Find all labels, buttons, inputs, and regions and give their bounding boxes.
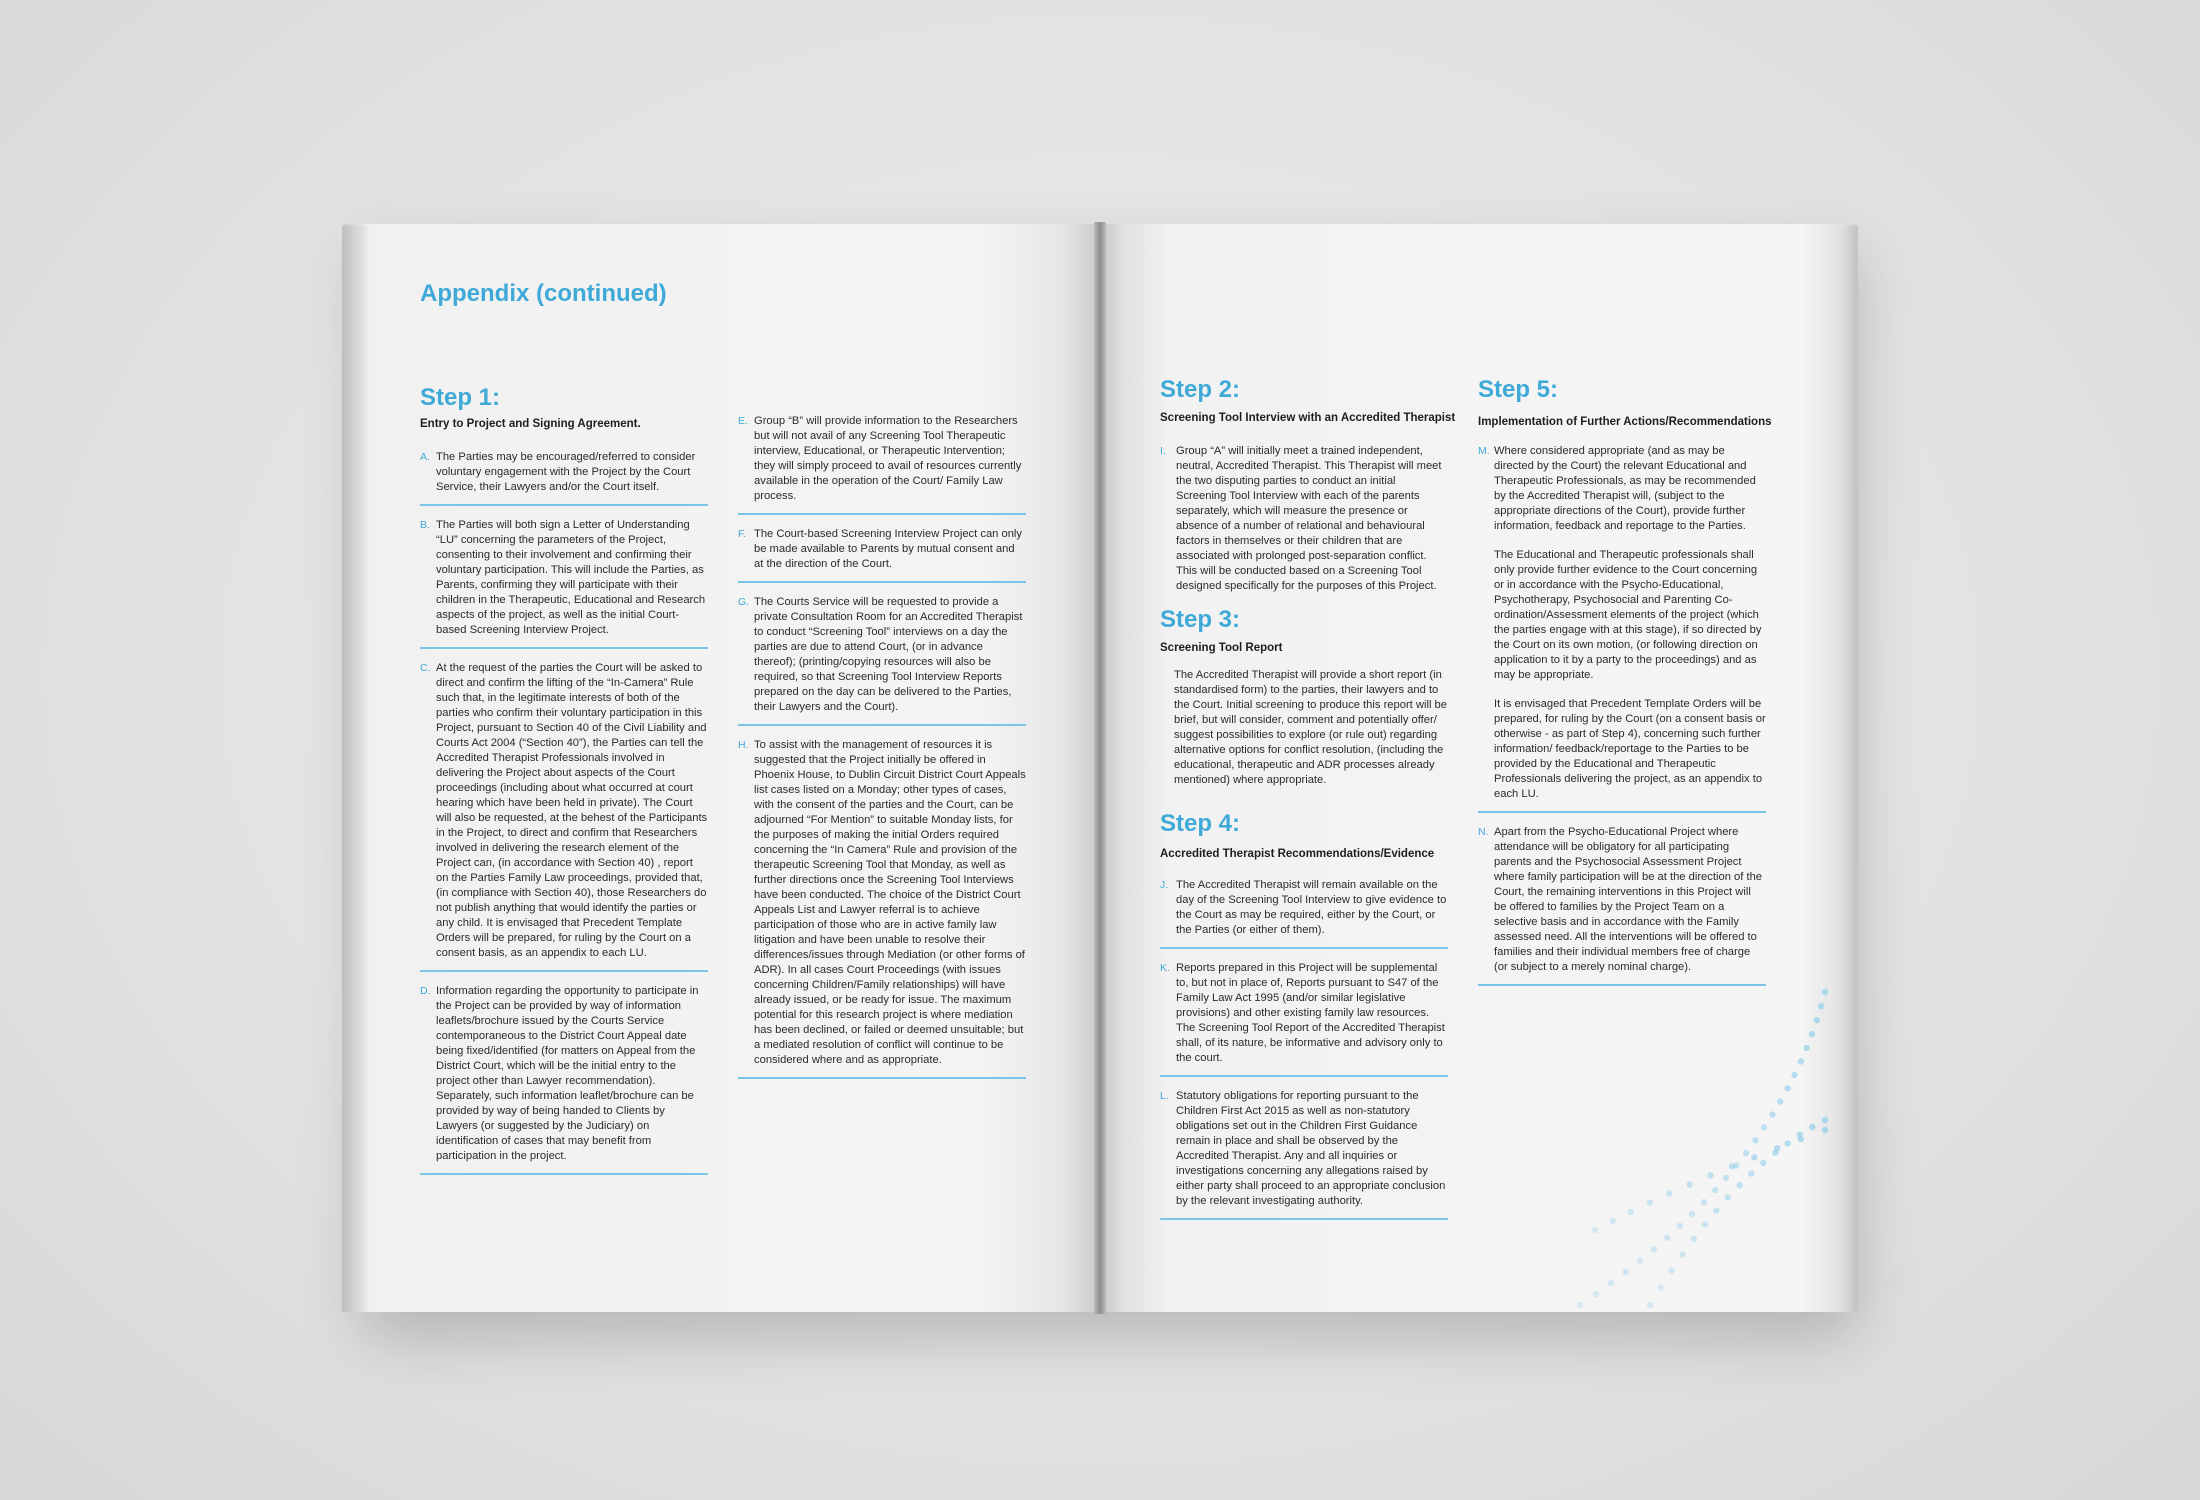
dot xyxy=(1701,1199,1707,1205)
dot xyxy=(1798,1136,1804,1142)
dot xyxy=(1751,1154,1757,1160)
list-item xyxy=(420,661,708,972)
dot xyxy=(1822,1127,1828,1133)
item-letter: G. xyxy=(738,596,750,608)
dot xyxy=(1707,1172,1713,1178)
step3-subtitle: Screening Tool Report xyxy=(1160,642,1283,654)
step3-column xyxy=(1160,668,1448,809)
item-paragraph: Apart from the Psycho-Educational Project where attendance will be obligatory for all participating parents and the Psychosocial Assessment Project where family participation will be at the direction of the Court, the remaining interventions in this Project will be offered to families by the Project Team on a selective basis and in accordance with the Family assessed need. All the interventions will be offered to families and their individual members free of charge (or subject to a merely nominal charge). xyxy=(1494,826,1763,973)
list-item xyxy=(420,984,708,1175)
dot xyxy=(1752,1137,1758,1143)
dot xyxy=(1809,1031,1815,1037)
dot xyxy=(1774,1145,1780,1151)
dot xyxy=(1809,1124,1815,1130)
list-item xyxy=(420,518,708,649)
step4-column xyxy=(1160,878,1448,1232)
step1-subtitle: Entry to Project and Signing Agreement. xyxy=(420,418,641,430)
item-letter: L. xyxy=(1160,1090,1169,1102)
dot xyxy=(1628,1209,1634,1215)
dot xyxy=(1791,1072,1797,1078)
item-text: Group “A” will initially meet a trained independent, neutral, Accredited Therapist. This Therapist will meet the two disputing parties to conduct an initial Screening Tool Interview with each of the parents separately, which will measure the presence or absence of a number of relational and behavioural factors in themselves or their children that are associated with prolonged post-separation conflict. This will be conducted based on a Screening Tool designed specifically for the purposes of this Project. xyxy=(1176,445,1442,592)
dot xyxy=(1592,1227,1598,1233)
dot xyxy=(1748,1170,1754,1176)
dot xyxy=(1814,1017,1820,1023)
list-item xyxy=(1160,444,1448,603)
item-text: The Parties may be encouraged/referred to consider voluntary engagement with the Project by the Court Service, their Lawyers and/or the Court itself. xyxy=(436,451,696,493)
dot xyxy=(1664,1235,1670,1241)
item-text: Group “B” will provide information to the Researchers but will not avail of any Screening Tool Therapeutic interview, Educational, or Therapeutic Intervention; they will simply proceed to avail of resources currently available in the operation of the Court/ Family Law process. xyxy=(754,415,1022,502)
step5-subtitle: Implementation of Further Actions/Recommendations xyxy=(1478,416,1772,428)
item-letter: M. xyxy=(1478,445,1490,457)
item-paragraph: Where considered appropriate (and as may be directed by the Court) the relevant Educational and Therapeutic Professionals, as may be recommended by the Accredited Therapist will, (subject to the appropriate directions of the Court), provide further information, feedback and reportage to the Parties. xyxy=(1494,445,1756,532)
item-text: The Accredited Therapist will remain available on the day of the Screening Tool Interview to give evidence to the Court as may be required, either by the Court, or the Parties (or either of them). xyxy=(1176,879,1447,936)
list-item xyxy=(1160,878,1448,949)
step1-title: Step 1: xyxy=(420,384,501,411)
list-item xyxy=(1160,1089,1448,1220)
dot xyxy=(1713,1207,1719,1213)
item-letter: F. xyxy=(738,528,747,540)
dot xyxy=(1729,1163,1735,1169)
dot xyxy=(1818,1003,1824,1009)
step2-subtitle: Screening Tool Interview with an Accredited Therapist xyxy=(1160,412,1456,424)
item-text: Statutory obligations for reporting pursuant to the Children First Act 2015 as well as non-statutory obligations set out in the Children First Guidance remain in place and shall be observed by the Accredited Therapist. Any and all inquiries or investigations concerning any allegations raised by either party shall proceed to an appropriate conclusion by the relevant investigating authority. xyxy=(1176,1090,1446,1207)
item-letter: B. xyxy=(420,519,430,531)
dot xyxy=(1822,1117,1828,1123)
item-letter: J. xyxy=(1160,879,1169,891)
item-letter: E. xyxy=(738,415,748,427)
step3-text: The Accredited Therapist will provide a short report (in standardised form) to the parties, their lawyers and to the Court. Initial screening to produce this report will be brief, but will consider, comment and potentially offer/ suggest possibilities to explore (or rule out) regarding alternative options for conflict resolution, (including the educational, therapeutic and ADR processes already mentioned) where appropriate. xyxy=(1174,669,1447,786)
step2-title: Step 2: xyxy=(1160,376,1241,403)
list-item xyxy=(738,595,1026,726)
list-item xyxy=(738,527,1026,583)
dot xyxy=(1679,1251,1685,1257)
item-text: Reports prepared in this Project will be supplemental to, but not in place of, Reports pursuant to S47 of the Family Law Act 1995 (and/or similar legislative provisions) and other existing family law resources. The Screening Tool Report of the Accredited Therapist shall, of its nature, be informative and advisory only to the court. xyxy=(1176,962,1445,1064)
dot xyxy=(1651,1246,1657,1252)
dot xyxy=(1608,1280,1614,1286)
page-heading: Appendix (continued) xyxy=(420,280,667,307)
dot xyxy=(1760,1160,1766,1166)
item-letter: D. xyxy=(420,985,431,997)
step4-title: Step 4: xyxy=(1160,810,1241,837)
item-paragraph: The Educational and Therapeutic professionals shall only provide further evidence to the Court concerning or in accordance with the Psycho-Educational, Psychotherapy, Psychosocial and Parenting Co-ordination/Assessment elements of the project (which the parties engage with at this stage), if so directed by the Court on its own motion, (or following direction on application to it by a party to the proceedings) and as may be appropriate. xyxy=(1494,549,1762,681)
dot xyxy=(1798,1058,1804,1064)
left-column-1 xyxy=(420,450,708,1187)
dot xyxy=(1691,1236,1697,1242)
dot xyxy=(1822,989,1828,995)
item-text: The Parties will both sign a Letter of Understanding “LU” concerning the parameters of the Project, consenting to their involvement and confirming their voluntary participation. This will include the Parties, as Parents, confirming they will participate with their children in the Therapeutic, Educational and Research aspects of the project, as well as the initial Court-based Screening Interview Project. xyxy=(436,519,706,636)
dot xyxy=(1677,1223,1683,1229)
item-text: To assist with the management of resources it is suggested that the Project initially be offered in Phoenix House, to Dublin Circuit District Court Appeals list cases listed on a Monday; other types of cases, with the consent of the parties and the Court, can be adjourned “For Mention” to suitable Monday lists, for the purposes of making the initial Orders required concerning the “In Camera” Rule and provision of the therapeutic Screening Tool that Monday, as well as further directions once the Screening Tool Interviews have been conducted. The choice of the District Court Appeals List and Lawyer referral is to achieve participation of those who are in active family law litigation and have been unable to resolve their differences/issues through Mediation (or other forms of ADR). In all cases Court Proceedings (with issues concerning Children/Family relationships) will have already issued, or be ready for issue. The maximum potential for this research project is where mediation has been declined, or failed or deemed unsuitable; but a mediated resolution of conflict will continue to be considered where and as appropriate. xyxy=(754,739,1026,1066)
item-text: Information regarding the opportunity to participate in the Project can be provided by way of information leaflets/brochure issued by the Courts Service contemporaneous to the District Court Appeal date being fixed/identified (for matters on Appeal from the District Court, which will be the initial entry to the project other than Lawyer recommendation). Separately, such information leaflet/brochure can be provided by way of being handed to Clients by Lawyers (or suggested by the Judiciary) on identification of cases that may benefit from participation in the project. xyxy=(436,985,699,1162)
item-letter: A. xyxy=(420,451,430,463)
dot xyxy=(1689,1211,1695,1217)
step3-title: Step 3: xyxy=(1160,606,1241,633)
list-item xyxy=(1478,825,1766,986)
left-column-2 xyxy=(738,414,1026,1091)
dot xyxy=(1647,1200,1653,1206)
dot xyxy=(1637,1258,1643,1264)
dot xyxy=(1593,1291,1599,1297)
dot xyxy=(1723,1175,1729,1181)
dot xyxy=(1647,1302,1653,1308)
dot xyxy=(1686,1181,1692,1187)
dot xyxy=(1623,1269,1629,1275)
step5-title: Step 5: xyxy=(1478,376,1559,403)
item-paragraph: It is envisaged that Precedent Template Orders will be prepared, for ruling by the Court (on a consent basis or otherwise - as part of Step 4), concerning such further information/ feedback/reportage to the Parties to be provided by the Educational and Therapeutic Professionals delivering the project, as an appendix to each LU. xyxy=(1494,698,1766,800)
list-item xyxy=(738,414,1026,515)
dot xyxy=(1577,1302,1583,1308)
dot xyxy=(1712,1187,1718,1193)
dot xyxy=(1668,1267,1674,1273)
decorative-dots xyxy=(1480,980,1840,1310)
dot xyxy=(1658,1284,1664,1290)
dot xyxy=(1784,1140,1790,1146)
dot xyxy=(1769,1111,1775,1117)
dot xyxy=(1609,1218,1615,1224)
item-letter: H. xyxy=(738,739,749,751)
step5-column xyxy=(1478,444,1766,998)
dot xyxy=(1761,1124,1767,1130)
dot xyxy=(1666,1190,1672,1196)
list-item xyxy=(1478,444,1766,813)
list-item xyxy=(1160,961,1448,1077)
item-letter: N. xyxy=(1478,826,1489,838)
item-letter: K. xyxy=(1160,962,1170,974)
item-letter: C. xyxy=(420,662,431,674)
item-text: The Court-based Screening Interview Project can only be made available to Parents by mutual consent and at the direction of the Court. xyxy=(754,528,1023,570)
dot xyxy=(1777,1098,1783,1104)
item-text: The Courts Service will be requested to provide a private Consultation Room for an Accredited Therapist to conduct “Screening Tool” interviews on a day the parties are due to attend Court, (or in advance thereof); (printing/copying resources will also be required, so that Screening Tool Interview Reports prepared on the day can be delivered to the Parties, their Lawyers and the Court). xyxy=(754,596,1023,713)
step2-column xyxy=(1160,444,1448,615)
dot xyxy=(1784,1085,1790,1091)
step4-subtitle: Accredited Therapist Recommendations/Evidence xyxy=(1160,848,1435,860)
dot xyxy=(1743,1150,1749,1156)
list-item xyxy=(420,450,708,506)
book-spine xyxy=(1094,222,1106,1314)
dot xyxy=(1803,1045,1809,1051)
dot xyxy=(1702,1221,1708,1227)
dot xyxy=(1736,1182,1742,1188)
left-page-edge xyxy=(342,226,368,1312)
list-item xyxy=(738,738,1026,1079)
dot xyxy=(1725,1194,1731,1200)
item-letter: I. xyxy=(1160,445,1166,457)
item-text: At the request of the parties the Court will be asked to direct and confirm the lifting of the “In-Camera” Rule such that, in the legitimate interests of both of the parties who confirm their voluntary participation in this Project, pursuant to Section 40 of the Civil Liability and Courts Act 2004 (“Section 40”), the Parties can tell the Accredited Therapist Professionals involved in delivering the Project about aspects of the Court proceedings (including about what occurred at court hearing which have been held in private). The Court will also be requested, at the behest of the Participants in the Project, to direct and confirm that Researchers involved in delivering the research element of the Project can, (in accordance with Section 40) , report on the Parties Family Law proceedings, provided that, (in compliance with Section 40), those Researchers do not publish anything that would identify the parties or any child. It is envisaged that Precedent Template Orders will be prepared, for ruling by the Court on a consent basis, as an appendix to each LU. xyxy=(436,662,708,959)
